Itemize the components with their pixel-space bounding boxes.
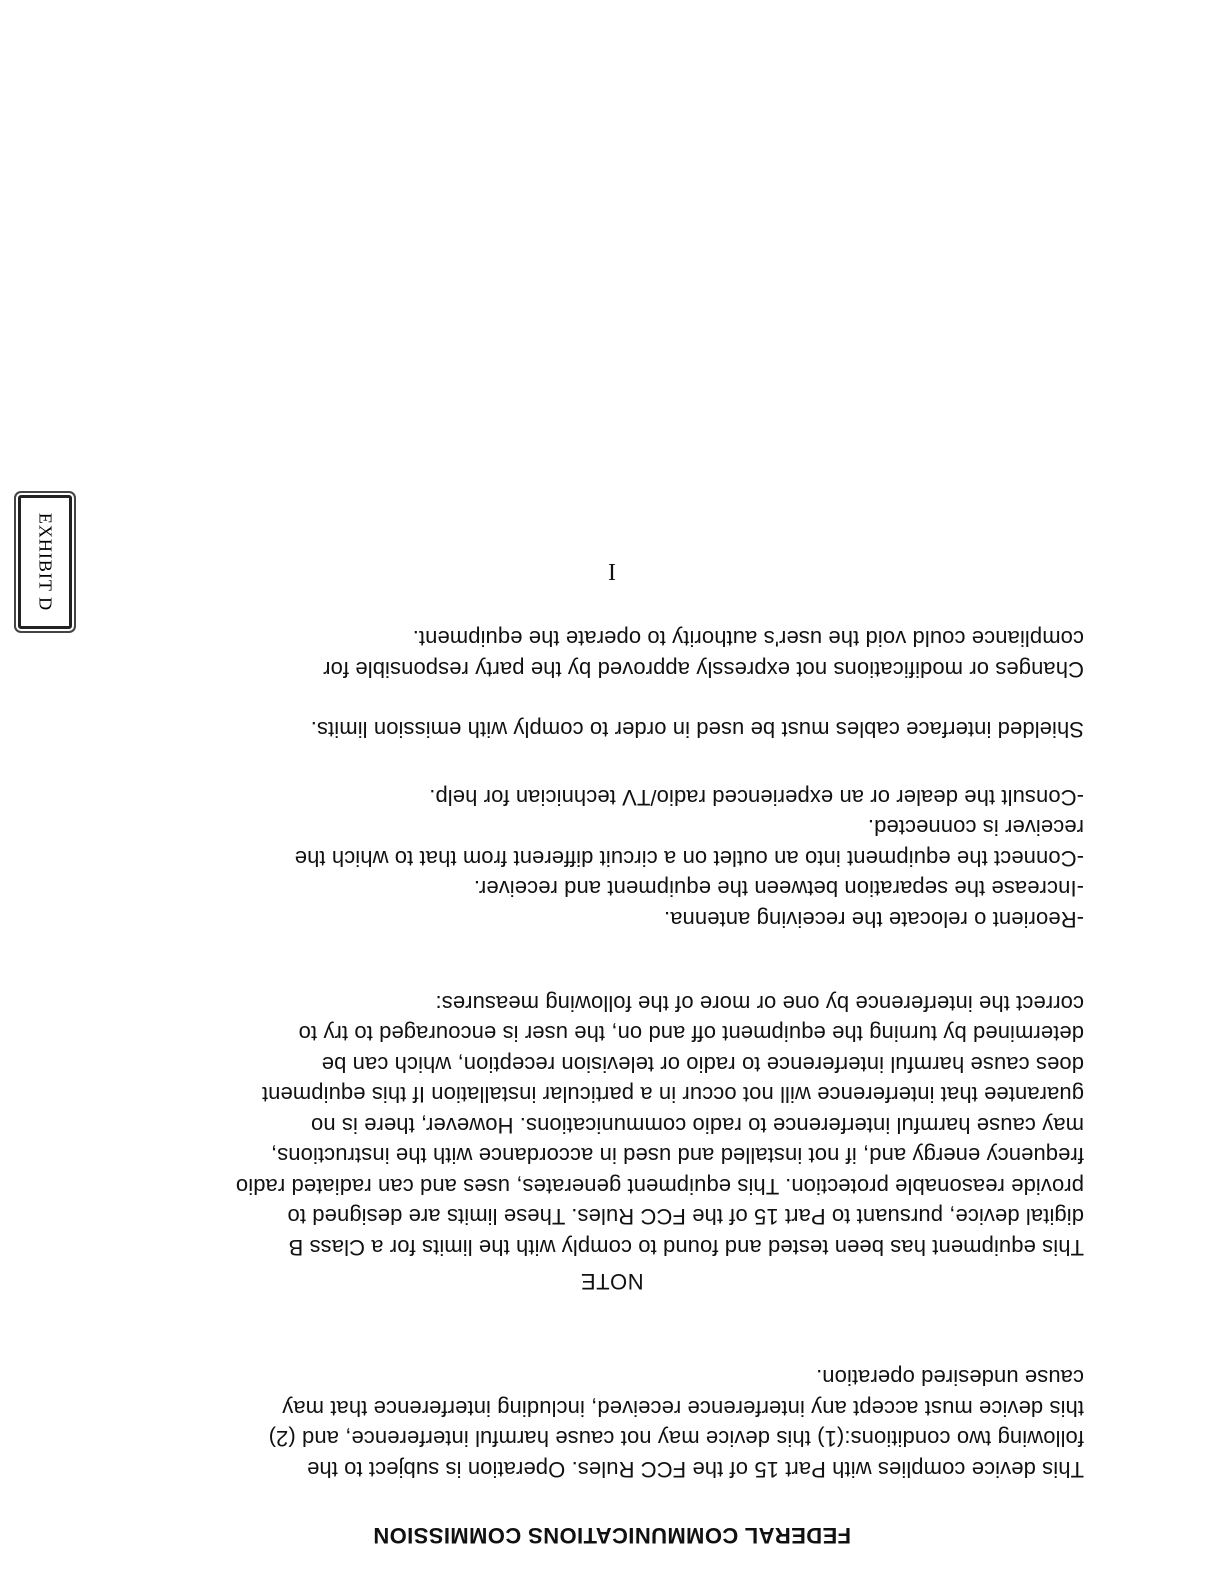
text-line: does cause harmful interference to radio or television reception, which can be bbox=[321, 1052, 1084, 1077]
text-line: following two conditions:(1) this device may not cause harmful interference, and (2) bbox=[268, 1426, 1084, 1452]
text-line: compliance could void the user's authority to operate the equipment. bbox=[412, 626, 1084, 652]
text-line: Changes or modifications not expressly approved by the party responsible for bbox=[323, 657, 1084, 682]
text-line: cause undesired operation. bbox=[815, 1365, 1084, 1391]
exhibit-stamp-label: EXHIBIT D bbox=[35, 512, 56, 612]
text-line: may cause harmful interference to radio communications. However, there is no bbox=[310, 1113, 1084, 1138]
note-paragraph bbox=[124, 988, 1084, 1263]
text-line: This equipment has been tested and found to comply with the limits for a Class B bbox=[288, 1235, 1084, 1260]
text-line: correct the interference by one or more of the following measures: bbox=[435, 991, 1084, 1016]
page-number: I bbox=[608, 558, 616, 584]
list-item: receiver is connected. bbox=[867, 815, 1084, 841]
modifications-paragraph bbox=[124, 623, 1084, 684]
list-item: -Reorient o relocate the receiving antenna. bbox=[663, 907, 1084, 932]
exhibit-stamp bbox=[18, 495, 72, 629]
list-item: -Connect the equipment into an outlet on a circuit different from that to which the bbox=[294, 846, 1084, 871]
compliance-paragraph bbox=[124, 1362, 1084, 1484]
list-item: -Consult the dealer or an experienced radio/TV technician for help. bbox=[429, 785, 1084, 810]
text-line: determined by turning the equipment off and on, the user is encouraged to try to bbox=[298, 1021, 1084, 1047]
text-line: this device must accept any interference received, including interference that may bbox=[282, 1396, 1084, 1421]
note-heading: NOTE bbox=[580, 1269, 644, 1294]
text-line: provide reasonable protection. This equipment generates, uses and can radiated radio bbox=[235, 1174, 1084, 1199]
shielded-cables-paragraph bbox=[124, 714, 1084, 745]
text-line: This device complies with Part 15 of the FCC Rules. Operation is subject to the bbox=[306, 1457, 1084, 1482]
document-title: FEDERAL COMMUNICATIONS COMMISSION bbox=[372, 1523, 852, 1548]
list-item: -Increase the separation between the equipment and receiver. bbox=[473, 876, 1084, 902]
text-line: digital device, pursuant to Part 15 of the FCC Rules. These limits are designed to bbox=[287, 1204, 1084, 1230]
measures-list bbox=[124, 782, 1084, 935]
text-line: Shielded interface cables must be used in order to comply with emission limits. bbox=[310, 717, 1084, 742]
text-line: guarantee that interference will not occur in a particular installation If this equipment bbox=[261, 1082, 1084, 1108]
text-line: frequency energy and, if not installed and used in accordance with the instructions, bbox=[270, 1143, 1084, 1169]
